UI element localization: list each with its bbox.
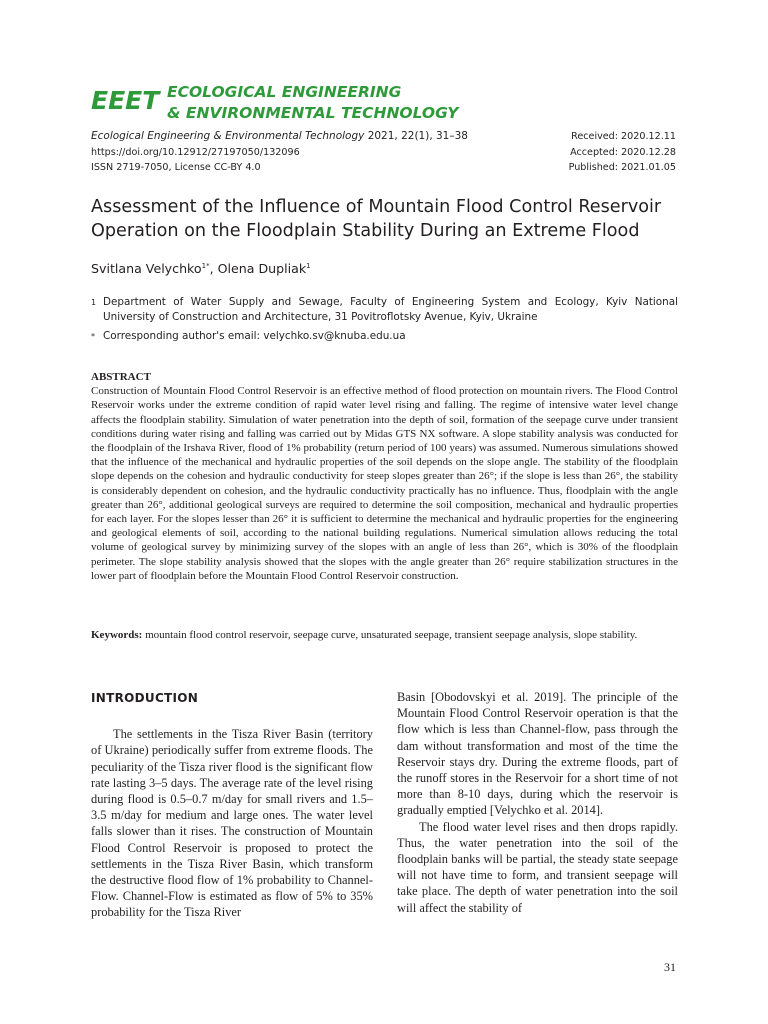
section-heading-introduction: INTRODUCTION: [91, 691, 199, 705]
author-list: [91, 261, 311, 276]
author-name: Olena Dupliak: [217, 261, 307, 276]
journal-name-line1: ECOLOGICAL ENGINEERING: [167, 83, 402, 101]
published-date: Published: 2021.01.05: [568, 162, 676, 173]
paper-title-line2: Operation on the Floodplain Stability During an Extreme Flood: [91, 221, 640, 241]
affiliations: [91, 295, 678, 348]
received-date: Received: 2020.12.11: [571, 131, 676, 142]
affiliation-mark: 1: [91, 298, 97, 307]
body-paragraph: Basin [Obodovskyi et al. 2019]. The principle of the Mountain Flood Control Reservoir operation is that the flow which is less than Channel-flow, pass through the dam without transformation and most of the time the Reservoir stays dry. During the extreme floods, part of the runoff stores in the Reservoir for a short time of not more than 8-10 days, during which the reservoir is gradually emptied [Velychko et al. 2014].: [397, 690, 678, 818]
doi-link[interactable]: https://doi.org/10.12912/27197050/132096: [91, 146, 300, 158]
keywords-text: mountain flood control reservoir, seepage curve, unsaturated seepage, transient seepage analysis, slope stability.: [142, 629, 638, 641]
journal-name-line2: & ENVIRONMENTAL TECHNOLOGY: [167, 104, 459, 122]
author-separator: ,: [209, 261, 218, 276]
affiliation-item: [91, 295, 678, 325]
affiliation-text: Department of Water Supply and Sewage, Faculty of Engineering System and Ecology, Kyiv National University of Construction and Architecture, 31 Povitroflotsky Avenue, Kyiv, Ukraine: [103, 296, 678, 323]
journal-logo: EEET: [91, 86, 160, 115]
abstract-text: Construction of Mountain Flood Control Reservoir is an effective method of flood protection on mountain rivers. The Flood Control Reservoir works under the extreme condition of rapid water level rising and falling. The regime of intensive water level change affects the floodplain stability. Simulation of water penetration into the depth of soil, formation of the seepage curve under transient conditions during water rising and falling was carried out by Midas GTS NX software. A slope stability analysis was conducted for the floodplain of the Irshava River, flood of 1% probability (return period of 100 years) was assumed. Numerous simulations showed that the influence of the mechanical and hydraulic properties of the soil depends on the slope angle. The stability of the floodplain slope depends on the cohesion and hydraulic conductivity for steep slopes greater than 26°; if the slope is less than 26°, the stability is considerably dependent on cohesion, and the hydraulic conductivity practically has no influence. Thus, floodplain with the angle greater than 26°, additional geological surveys are required to determine the soil composition, mechanical and hydraulic properties for each layer. For the slopes lesser than 26° it is sufficient to determine the mechanical and hydraulic properties for the engineering and geological elements of soil, according to the national building regulations. Numerical simulation allows reducing the total volume of geological survey by minimizing survey of the slopes with an angle of less than 26°, which is 30% of the floodplain perimeter. The slope stability analysis showed that the slopes with the angle greater than 26° require stabilization structures in the lower part of floodplain before the Mountain Flood Control Reservoir construction.: [91, 385, 678, 582]
abstract: [91, 370, 678, 583]
journal-name: [167, 82, 507, 124]
corresponding-mark: *: [91, 332, 95, 341]
keywords: [91, 628, 678, 642]
author-affiliation-mark: 1: [306, 261, 311, 270]
accepted-date: Accepted: 2020.12.28: [570, 146, 676, 158]
page-number: 31: [664, 960, 676, 974]
body-column-left: [91, 690, 373, 921]
paper-title: [91, 195, 681, 243]
body-paragraph: The settlements in the Tisza River Basin (territory of Ukraine) periodically suffer from extreme floods. The peculiarity of the Tisza river flood is the significant flow rate lasting 3–5 days. The average rate of the level rising during flood is 0.5–0.7 m/day for small rivers and 1.5–3.5 m/day for medium and large ones. The water level falls slower than it rises. The construction of Mountain Flood Control Reservoir is proposed to protect the settlements in the Tisza River Basin, which transform the destructive flood flow of 1% probability to Channel-Flow. Channel-Flow is estimated as flow of 5% to 35% probability for the Tisza River: [91, 727, 373, 920]
keywords-label: Keywords:: [91, 629, 143, 641]
publication-dates: [476, 129, 676, 176]
abstract-heading: ABSTRACT: [91, 371, 151, 383]
corresponding-email[interactable]: Corresponding author's email: velychko.sv@knuba.edu.ua: [103, 330, 406, 342]
citation-journal: Ecological Engineering & Environmental Technology: [91, 130, 365, 142]
paper-title-line1: Assessment of the Influence of Mountain Flood Control Reservoir: [91, 197, 662, 217]
author-affiliation-mark: 1*: [201, 261, 210, 270]
citation-details: 2021, 22(1), 31–38: [364, 130, 468, 142]
issn-license: ISSN 2719-7050, License CC-BY 4.0: [91, 162, 261, 173]
body-paragraph: The flood water level rises and then drops rapidly. Thus, the water penetration into the soil of the floodplain banks will be partial, the steady state seepage will not have time to form, and transient seepage will take place. The depth of water penetration into the soil will affect the stability of: [397, 819, 678, 915]
corresponding-author: [91, 329, 678, 344]
author-name: Svitlana Velychko: [91, 261, 202, 276]
body-column-right: [397, 689, 678, 916]
